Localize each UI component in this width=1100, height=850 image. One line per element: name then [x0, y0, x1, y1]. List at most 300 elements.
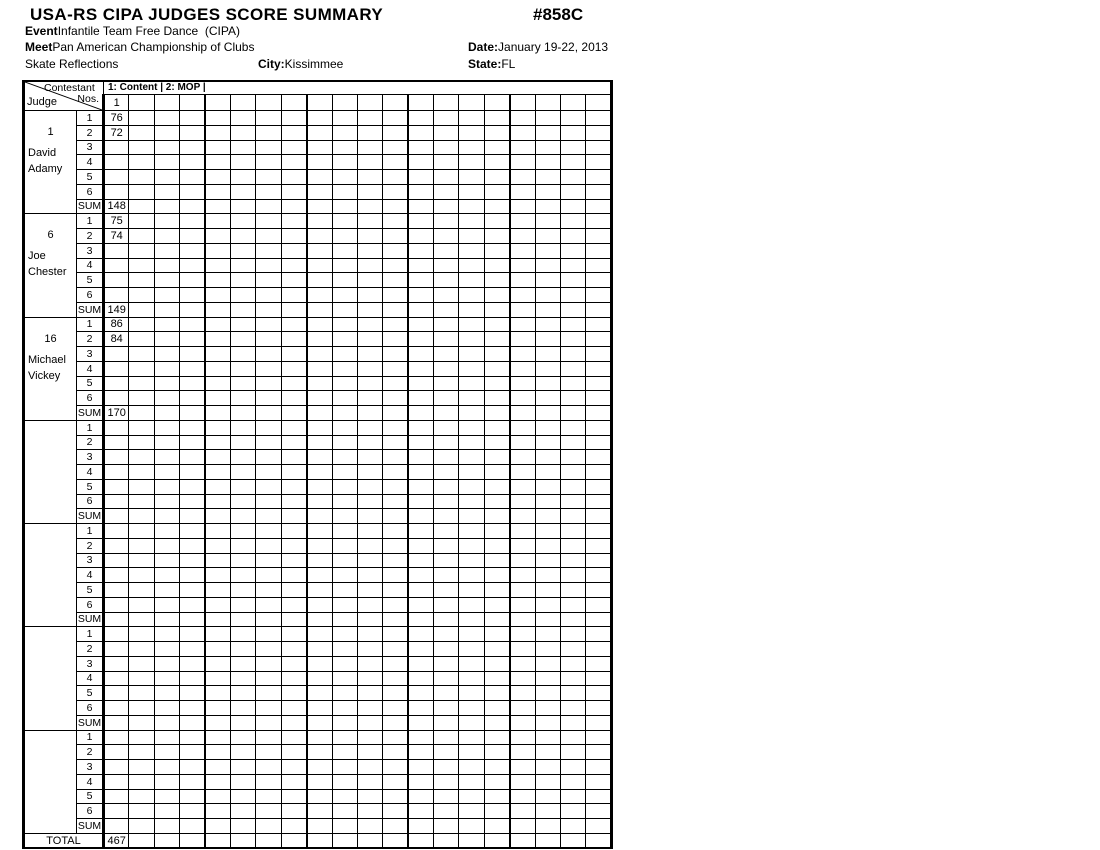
score-cell [357, 745, 382, 760]
score-cell [408, 568, 433, 583]
score-cell [510, 760, 535, 775]
score-cell [281, 774, 306, 789]
score-cell [129, 111, 154, 126]
score-cell [129, 715, 154, 730]
score-cell [256, 170, 281, 185]
score-cell [281, 538, 306, 553]
score-cell [484, 804, 509, 819]
score-cell [357, 302, 382, 317]
score-cell [154, 833, 179, 848]
score-cell [459, 435, 484, 450]
score-cell [332, 509, 357, 524]
judge-name [25, 145, 76, 177]
score-cell [256, 288, 281, 303]
score-cell [561, 125, 586, 140]
score-cell [104, 686, 129, 701]
score-cell: 74 [104, 229, 129, 244]
score-cell [484, 332, 509, 347]
score-cell [434, 612, 459, 627]
sum-value-cell [104, 819, 129, 834]
score-cell [357, 155, 382, 170]
score-cell [408, 214, 433, 229]
score-cell [510, 347, 535, 362]
score-cell [357, 479, 382, 494]
score-cell [205, 125, 230, 140]
score-cell [357, 111, 382, 126]
score-cell [535, 406, 560, 421]
score-cell [561, 538, 586, 553]
score-cell [332, 479, 357, 494]
score-cell [307, 376, 332, 391]
score-cell [535, 125, 560, 140]
score-cell [383, 745, 408, 760]
contestant-number-cell [535, 95, 560, 111]
score-cell [154, 258, 179, 273]
score-cell [586, 642, 612, 657]
score-cell [484, 479, 509, 494]
score-cell [586, 391, 612, 406]
score-cell [332, 420, 357, 435]
score-cell [129, 140, 154, 155]
score-cell [154, 450, 179, 465]
score-cell [205, 627, 230, 642]
score-cell [561, 288, 586, 303]
score-row [24, 361, 612, 376]
score-cell [230, 288, 255, 303]
score-cell [230, 273, 255, 288]
judge-name-line: Joe [28, 250, 46, 263]
row-label-cell: 1 [77, 627, 104, 642]
score-cell [332, 819, 357, 834]
score-row [24, 140, 612, 155]
score-cell [383, 184, 408, 199]
score-cell [154, 302, 179, 317]
score-cell [459, 568, 484, 583]
score-cell [129, 494, 154, 509]
score-cell [307, 361, 332, 376]
score-cell [586, 583, 612, 598]
score-cell [586, 656, 612, 671]
score-cell [357, 509, 382, 524]
score-cell [484, 671, 509, 686]
score-cell [230, 140, 255, 155]
score-cell [154, 170, 179, 185]
score-cell [256, 155, 281, 170]
row-label-cell: 6 [77, 494, 104, 509]
row-label-cell: 5 [77, 273, 104, 288]
meet-value: Pan American Championship of Clubs [52, 40, 255, 54]
score-cell [586, 140, 612, 155]
score-cell [561, 391, 586, 406]
score-cell [561, 317, 586, 332]
score-cell [154, 391, 179, 406]
score-cell [434, 745, 459, 760]
score-cell [180, 376, 205, 391]
score-cell [154, 553, 179, 568]
score-cell [332, 715, 357, 730]
score-cell [535, 479, 560, 494]
row-label-cell: 2 [77, 435, 104, 450]
score-cell [256, 671, 281, 686]
judge-name-line: Adamy [28, 163, 63, 175]
score-cell [307, 125, 332, 140]
score-cell [510, 302, 535, 317]
score-cell [205, 332, 230, 347]
score-cell [484, 376, 509, 391]
score-cell [561, 509, 586, 524]
score-cell [205, 420, 230, 435]
row-label-cell: SUM [77, 406, 104, 421]
score-row [24, 170, 612, 185]
score-cell [535, 597, 560, 612]
score-cell [459, 597, 484, 612]
score-cell [281, 701, 306, 716]
score-cell [535, 170, 560, 185]
row-label-cell: 5 [77, 686, 104, 701]
score-cell [104, 155, 129, 170]
row-label-cell: 5 [77, 583, 104, 598]
score-cell [281, 597, 306, 612]
score-cell [459, 701, 484, 716]
score-cell [281, 170, 306, 185]
score-cell [307, 774, 332, 789]
judge-number: 1 [47, 126, 54, 138]
score-cell [230, 199, 255, 214]
score-cell [434, 642, 459, 657]
score-cell [535, 760, 560, 775]
score-cell [459, 730, 484, 745]
score-cell [586, 597, 612, 612]
score-cell [408, 347, 433, 362]
score-cell [180, 465, 205, 480]
score-cell [180, 597, 205, 612]
score-cell [459, 553, 484, 568]
score-cell [281, 568, 306, 583]
score-cell [332, 686, 357, 701]
contestant-number-cell [332, 95, 357, 111]
score-cell [586, 420, 612, 435]
row-label-cell: 3 [77, 656, 104, 671]
score-cell [586, 273, 612, 288]
score-cell [510, 155, 535, 170]
score-cell [154, 494, 179, 509]
row-label-cell: SUM [77, 612, 104, 627]
score-cell [281, 715, 306, 730]
state-line [468, 57, 515, 71]
row-label-cell: 6 [77, 184, 104, 199]
doc-number: #858C [533, 5, 584, 24]
score-cell [408, 465, 433, 480]
score-cell [586, 833, 612, 848]
score-cell [129, 302, 154, 317]
score-row [24, 376, 612, 391]
score-cell [129, 420, 154, 435]
score-cell [383, 332, 408, 347]
row-label-cell: 1 [77, 317, 104, 332]
score-row [24, 332, 612, 347]
total-row [24, 833, 612, 848]
score-cell [383, 420, 408, 435]
score-cell [180, 819, 205, 834]
score-cell [510, 229, 535, 244]
score-cell [510, 627, 535, 642]
score-cell [332, 701, 357, 716]
score-cell [129, 745, 154, 760]
sum-value-cell [104, 509, 129, 524]
score-cell [357, 715, 382, 730]
score-cell [230, 774, 255, 789]
score-cell [434, 140, 459, 155]
score-cell [561, 789, 586, 804]
score-cell [281, 273, 306, 288]
score-cell [383, 347, 408, 362]
meet-label: Meet [25, 40, 53, 54]
judge-number: 6 [47, 229, 54, 242]
score-cell [230, 789, 255, 804]
score-cell [459, 361, 484, 376]
score-cell [281, 819, 306, 834]
score-cell [205, 479, 230, 494]
score-cell [484, 553, 509, 568]
score-cell [129, 583, 154, 598]
score-cell [230, 361, 255, 376]
score-cell [459, 583, 484, 598]
score-cell [561, 184, 586, 199]
score-cell [307, 524, 332, 539]
score-cell [230, 317, 255, 332]
score-cell [510, 184, 535, 199]
score-cell [307, 214, 332, 229]
score-cell [154, 819, 179, 834]
score-cell [434, 288, 459, 303]
score-cell [104, 347, 129, 362]
score-cell [408, 553, 433, 568]
score-row [24, 288, 612, 303]
score-cell [510, 111, 535, 126]
score-cell [205, 804, 230, 819]
score-row [24, 819, 612, 834]
score-cell [332, 406, 357, 421]
score-cell [230, 111, 255, 126]
score-cell [535, 258, 560, 273]
score-cell [484, 111, 509, 126]
contestant-number-cell [484, 95, 509, 111]
score-cell [307, 140, 332, 155]
score-cell [180, 125, 205, 140]
score-cell [180, 494, 205, 509]
score-cell [307, 391, 332, 406]
score-cell [154, 214, 179, 229]
date-value: January 19-22, 2013 [498, 40, 609, 54]
score-cell [205, 715, 230, 730]
score-cell [561, 420, 586, 435]
score-cell [434, 450, 459, 465]
score-cell [230, 583, 255, 598]
score-cell [307, 302, 332, 317]
score-cell [154, 789, 179, 804]
score-cell [104, 184, 129, 199]
score-row [24, 111, 612, 126]
score-row [24, 524, 612, 539]
score-cell [535, 214, 560, 229]
score-cell [332, 730, 357, 745]
score-cell [459, 258, 484, 273]
score-cell [434, 435, 459, 450]
score-row [24, 583, 612, 598]
score-cell [586, 509, 612, 524]
score-cell [434, 730, 459, 745]
score-row [24, 435, 612, 450]
score-cell [510, 642, 535, 657]
score-cell [129, 376, 154, 391]
score-cell [230, 450, 255, 465]
score-cell [180, 524, 205, 539]
score-cell [104, 243, 129, 258]
score-cell [535, 450, 560, 465]
score-cell [408, 627, 433, 642]
score-cell [459, 745, 484, 760]
score-row [24, 450, 612, 465]
score-cell [180, 361, 205, 376]
score-cell [129, 701, 154, 716]
score-cell [104, 627, 129, 642]
score-cell [129, 170, 154, 185]
score-cell [434, 347, 459, 362]
score-cell [307, 627, 332, 642]
score-cell [104, 465, 129, 480]
row-label-cell: 3 [77, 553, 104, 568]
score-cell [357, 701, 382, 716]
score-cell [383, 686, 408, 701]
score-cell [230, 229, 255, 244]
score-cell [561, 155, 586, 170]
score-cell [256, 774, 281, 789]
score-cell [307, 833, 332, 848]
score-cell [459, 760, 484, 775]
score-cell [104, 494, 129, 509]
score-cell [205, 155, 230, 170]
score-cell [332, 524, 357, 539]
score-cell [535, 155, 560, 170]
score-cell [561, 199, 586, 214]
score-cell [459, 494, 484, 509]
score-cell [205, 229, 230, 244]
score-cell [408, 612, 433, 627]
score-cell [180, 656, 205, 671]
score-cell [561, 627, 586, 642]
score-cell [129, 538, 154, 553]
score-cell [586, 789, 612, 804]
score-cell: 86 [104, 317, 129, 332]
score-cell [104, 656, 129, 671]
score-cell [408, 524, 433, 539]
score-cell [357, 184, 382, 199]
score-cell [535, 509, 560, 524]
score-cell [357, 332, 382, 347]
score-cell [459, 391, 484, 406]
score-cell [408, 671, 433, 686]
judge-cell [24, 317, 77, 420]
row-label-cell: SUM [77, 715, 104, 730]
score-cell [408, 199, 433, 214]
score-cell [230, 435, 255, 450]
score-row [24, 317, 612, 332]
score-cell [256, 524, 281, 539]
score-cell [484, 317, 509, 332]
score-cell [459, 155, 484, 170]
score-cell [256, 494, 281, 509]
score-cell [307, 494, 332, 509]
score-cell [408, 184, 433, 199]
score-cell [307, 184, 332, 199]
score-cell [332, 317, 357, 332]
score-cell [484, 789, 509, 804]
score-cell [230, 833, 255, 848]
score-cell [307, 715, 332, 730]
score-row [24, 391, 612, 406]
score-cell [256, 819, 281, 834]
score-cell [510, 288, 535, 303]
score-cell [154, 760, 179, 775]
score-cell [561, 479, 586, 494]
score-cell [535, 583, 560, 598]
score-cell [510, 450, 535, 465]
score-cell [281, 184, 306, 199]
score-cell [332, 450, 357, 465]
score-cell [434, 273, 459, 288]
score-cell [256, 361, 281, 376]
score-cell [510, 479, 535, 494]
score-cell [459, 642, 484, 657]
score-cell [434, 332, 459, 347]
score-cell [256, 258, 281, 273]
score-cell [180, 288, 205, 303]
score-cell [484, 597, 509, 612]
score-cell [281, 686, 306, 701]
score-cell [307, 642, 332, 657]
score-cell [230, 656, 255, 671]
score-cell [256, 465, 281, 480]
score-cell [180, 583, 205, 598]
score-cell [230, 760, 255, 775]
score-cell [408, 361, 433, 376]
score-row [24, 229, 612, 244]
score-cell [586, 804, 612, 819]
row-label-cell: 3 [77, 450, 104, 465]
score-row [24, 627, 612, 642]
score-cell [510, 435, 535, 450]
corner-contestant-label: Contestant [44, 82, 95, 94]
score-cell [307, 406, 332, 421]
score-cell [307, 730, 332, 745]
score-cell [154, 111, 179, 126]
corner-nos-label: Nos. [77, 93, 99, 105]
score-cell [561, 214, 586, 229]
score-cell [535, 804, 560, 819]
score-row [24, 701, 612, 716]
score-cell [383, 125, 408, 140]
score-cell [383, 760, 408, 775]
row-label-cell: 4 [77, 568, 104, 583]
score-cell [180, 479, 205, 494]
score-cell [205, 789, 230, 804]
score-cell [332, 583, 357, 598]
score-cell [408, 642, 433, 657]
score-cell [104, 391, 129, 406]
score-cell [561, 332, 586, 347]
score-cell [180, 686, 205, 701]
score-cell [281, 317, 306, 332]
